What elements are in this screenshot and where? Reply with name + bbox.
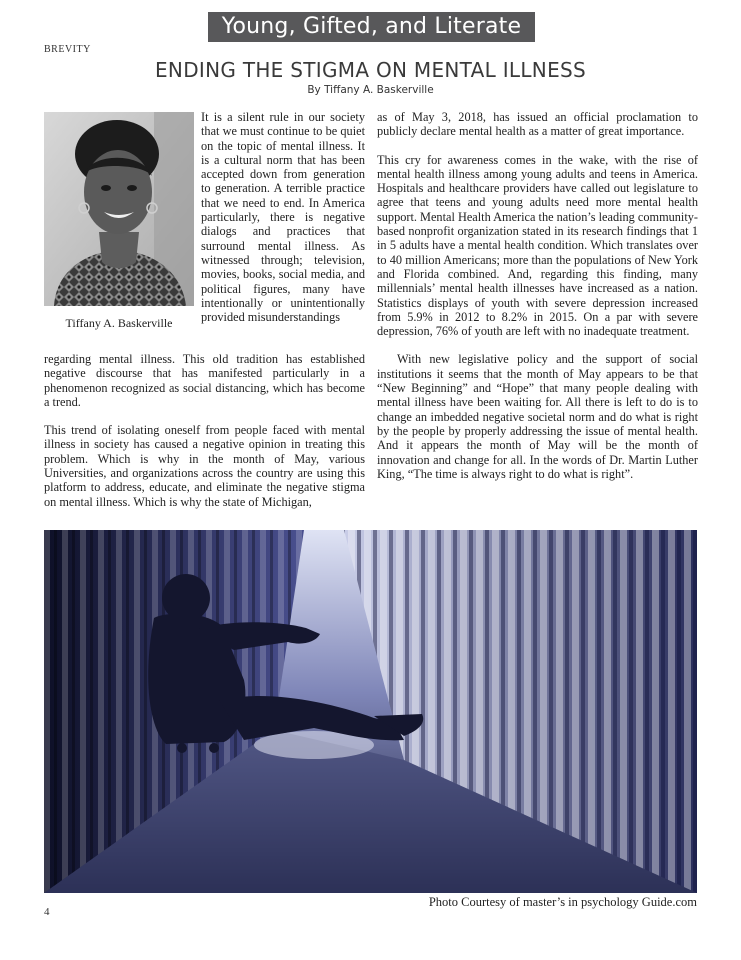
article-byline: By Tiffany A. Baskerville: [307, 84, 434, 96]
intro-paragraph-continued: regarding mental illness. This old tradition has established negative discourse that has manifested particularly in a phenomenon recognized as social distancing, which has become a trend.: [44, 352, 365, 409]
photo-credit: Photo Courtesy of master’s in psychology Guide.com: [428, 895, 697, 909]
article-column-1-intro: [201, 110, 365, 338]
article-title: ENDING THE STIGMA ON MENTAL ILLNESS: [155, 58, 586, 82]
paragraph-3: as of May 3, 2018, has issued an official proclamation to publicly declare mental health as a matter of great importance.: [377, 110, 698, 139]
paragraph-2: This trend of isolating oneself from people faced with mental illness in society has caused a negative opinion in treating this problem. Which is why in the month of May, various Universities, and organizations across the country are using this platform to address, educate, and eliminate the negative stigma on mental illness. Which is why the state of Michigan,: [44, 423, 365, 509]
paragraph-5: With new legislative policy and the support of social institutions it seems that the month of May appears to be that “New Beginning” and “Hope” that many people dealing with mental illness have been waiting for. All there is left to do is to change an imbedded negative societal norm and do what is right by the people by properly addressing the issue of mental health. And it appears the month of May will be the month of innovation and change for all. In the words of Dr. Martin Luther King, “The time is always right to do what is right”.: [377, 352, 698, 481]
article-column-2: [377, 110, 698, 495]
feature-photo: [44, 530, 697, 893]
paragraph-4: This cry for awareness comes in the wake, with the rise of mental health illness among young adults and teens in America. Hospitals and healthcare providers have called out legislature to agree that teens and young adults need more mental health support. Mental Health America the nation’s leading community-based nonprofit organization stated in its research findings that 1 in 5 adults have a mental health condition. Which translates over to 40 million Americans; more than the populations of New York and Florida combined. And, regarding this finding, many millennials’ mental health illnesses have increased as a nation. Statistics displays of youth with severe depression increased from 5.9% in 2012 to 8.2% in 2015. On a par with severe depression, 76% of youth are left with no inadequate treatment.: [377, 152, 699, 339]
page-number: 4: [44, 906, 50, 918]
intro-paragraph: It is a silent rule in our society that we must continue to be quiet on the topic of mental illness. It is a cultural norm that has been accepted down from generation to generation. A terrible practice that we need to end. In America particularly, there is negative dialogs and practices that surround mental illness. As witnessed through; television, movies, books, social media, and political figures, many have intentionally or unintentionally provided misunderstandings: [201, 110, 365, 325]
section-label: BREVITY: [44, 44, 91, 55]
portrait-caption: Tiffany A. Baskerville: [65, 316, 173, 330]
article-column-1: [44, 352, 365, 523]
author-portrait: [44, 112, 194, 306]
column-banner: Young, Gifted, and Literate: [208, 12, 535, 42]
